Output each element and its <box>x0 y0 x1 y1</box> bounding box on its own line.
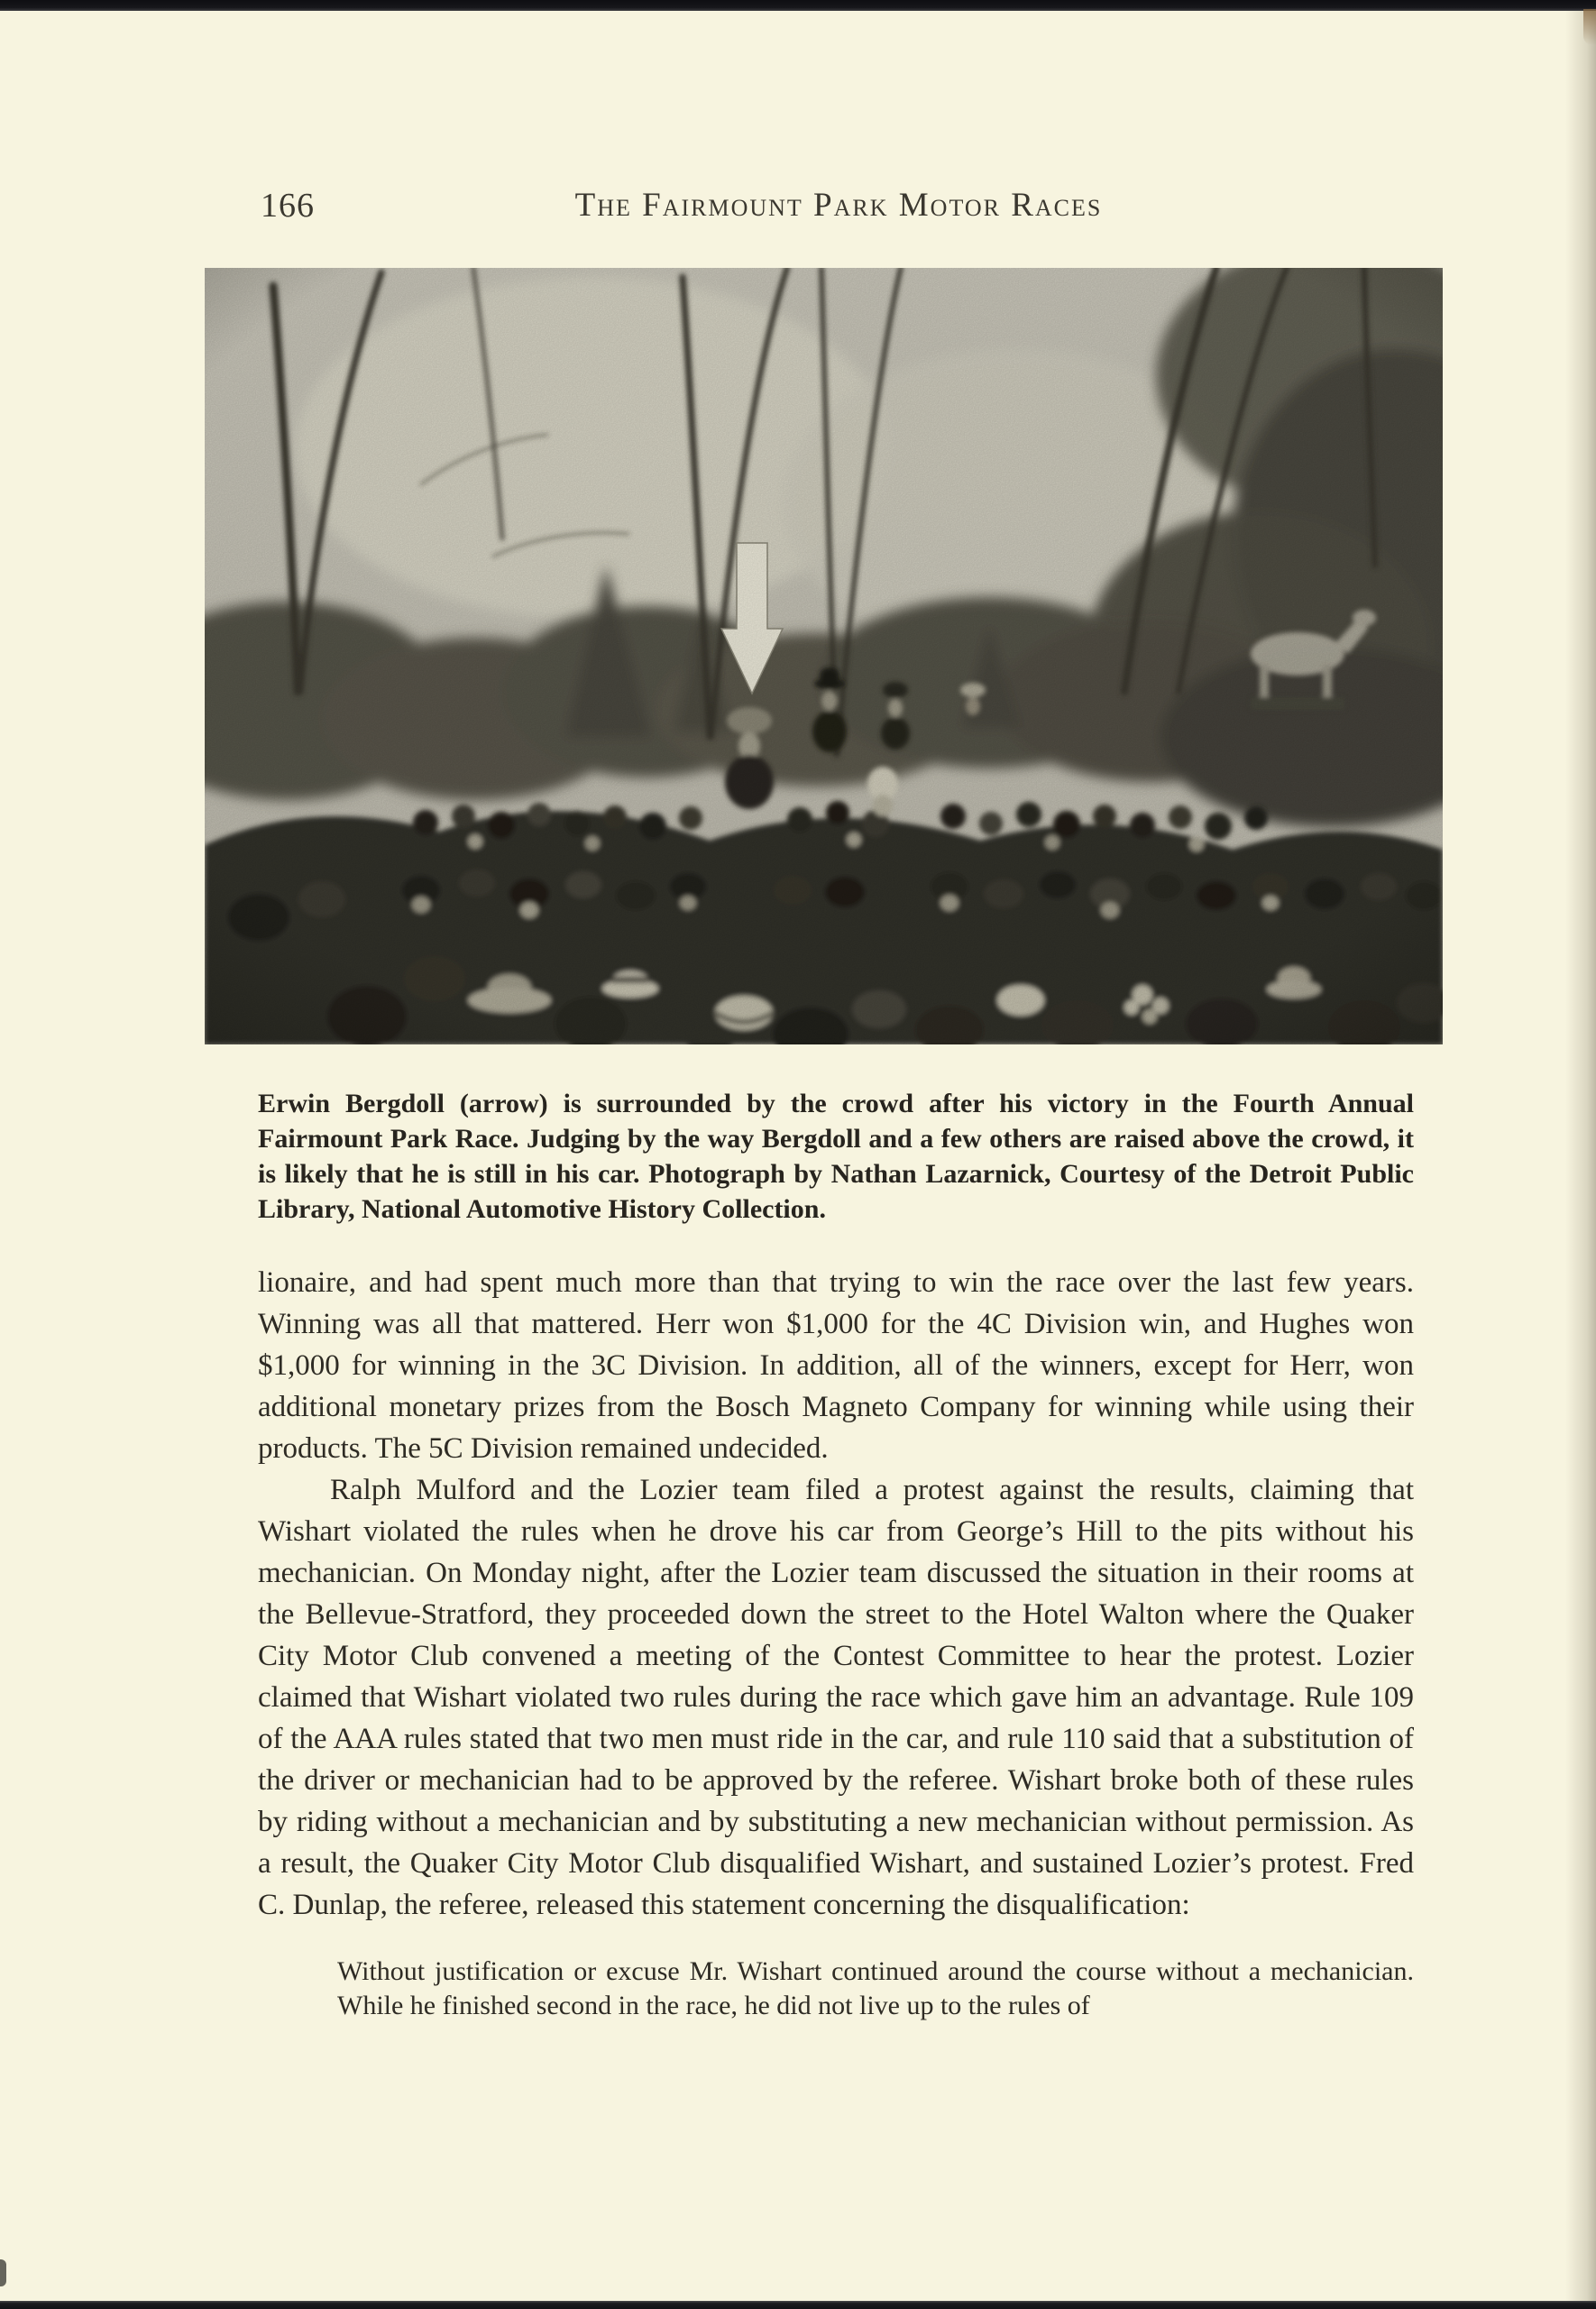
page-corner-curl <box>1583 9 1596 45</box>
running-title: The Fairmount Park Motor Races <box>574 187 1103 224</box>
scan-artifact <box>0 2259 6 2286</box>
scan-edge-top <box>0 0 1596 11</box>
crowd-photograph <box>205 268 1443 1044</box>
photo-caption: Erwin Bergdoll (arrow) is surrounded by the crowd after his victory in the Fourth Annual Fairmount Park Race. Judging by the way Bergdoll and a few others are raised above the crowd, it is likely that he is still in his car. Photograph by Nathan Lazarnick, Courtesy of the Detroit Public Library, National Automotive History Collection. <box>258 1089 1414 1224</box>
crowd-photo-art <box>205 268 1443 1044</box>
film-grain <box>205 268 1443 1044</box>
running-head <box>0 186 1596 233</box>
paragraph-continuation: lionaire, and had spent much more than that trying to win the race over the last few years. Winning was all that mattered. Herr won $1,000 for the 4C Division win, and Hughes won $1,000 for winning in the 3C Division. In addition, all of the winners, except for Herr, won additional monetary prizes from the Bosch Magneto Company for winning while using their products. The 5C Division remained undecided. <box>258 1266 1414 1465</box>
referee-statement-quote: Without justification or excuse Mr. Wishart continued around the course without a mechanician. While he finished second in the race, he did not live up to the rules of <box>337 1956 1414 2020</box>
paragraph-protest: Ralph Mulford and the Lozier team filed a protest against the results, claiming that Wishart violated the rules when he drove his car from George’s Hill to the pits without his mechanician. On Monday night, after the Lozier team discussed the situation in their rooms at the Bellevue-Stratford, they proceeded down the street to the Hotel Walton where the Quaker City Motor Club convened a meeting of the Contest Committee to hear the protest. Lozier claimed that Wishart violated two rules during the race which gave him an advantage. Rule 109 of the AAA rules stated that two men must ride in the car, and rule 110 said that a substitution of the driver or mechanician had to be approved by the referee. Wishart broke both of these rules by riding without a mechanician and by substituting a new mechanician without permission. As a result, the Quaker City Motor Club disqualified Wishart, and sustained Lozier’s protest. Fred C. Dunlap, the referee, released this statement concerning the disqualification: <box>258 1474 1414 1921</box>
page-edge-shadow <box>1565 11 1596 2301</box>
page-number: 166 <box>261 187 315 225</box>
body-text <box>258 1262 1414 2023</box>
scan-edge-bottom <box>0 2301 1596 2309</box>
